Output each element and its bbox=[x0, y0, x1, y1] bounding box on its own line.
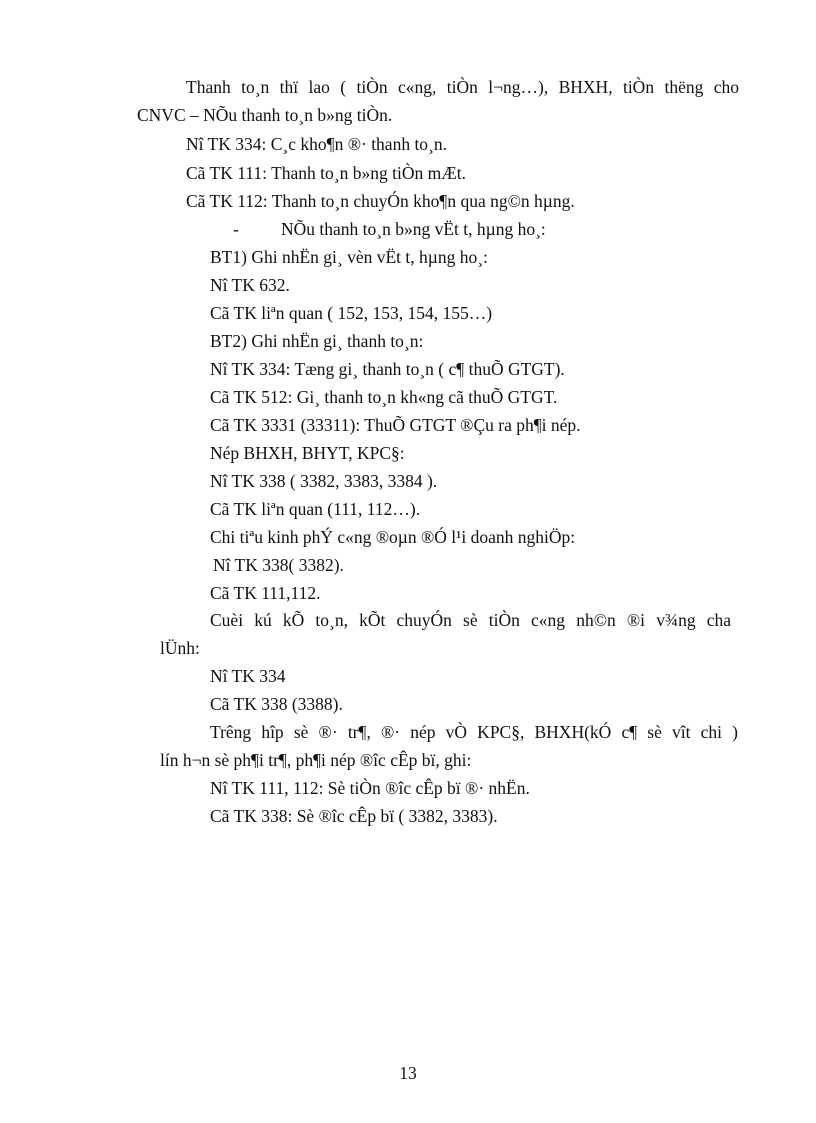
text-line: Nî TK 111, 112: Sè tiÒn ®îc cÊp bï ®· nhËn. bbox=[210, 778, 530, 798]
text-line: Nî TK 334: Tæng gi¸ thanh to¸n ( c¶ thuÕ GTGT). bbox=[210, 359, 565, 379]
text-line: Cã TK 338 (3388). bbox=[210, 694, 343, 714]
text-line: Thanh to¸n thï lao ( tiÒn c«ng, tiÒn l¬ng…), BHXH, tiÒn thëng cho bbox=[186, 77, 739, 97]
text-line: Nî TK 338( 3382). bbox=[213, 555, 344, 575]
text-line: Cuèi kú kÕ to¸n, kÕt chuyÓn sè tiÒn c«ng nh©n ®i v¾ng cha bbox=[210, 610, 731, 630]
text-line: CNVC – NÕu thanh to¸n b»ng tiÒn. bbox=[137, 105, 393, 125]
text-line: Trêng hîp sè ®· tr¶, ®· nép vÒ KPC§, BHXH(kÓ c¶ sè vît chi ) bbox=[210, 722, 738, 742]
text-line: BT2) Ghi nhËn gi¸ thanh to¸n: bbox=[210, 331, 424, 351]
text-line: lín h¬n sè ph¶i tr¶, ph¶i nép ®îc cÊp bï, ghi: bbox=[160, 750, 472, 770]
text-line: Cã TK 3331 (33311): ThuÕ GTGT ®Çu ra ph¶i nép. bbox=[210, 415, 581, 435]
text-line: lÜnh: bbox=[160, 638, 200, 658]
text-line: Cã TK liªn quan ( 152, 153, 154, 155…) bbox=[210, 303, 493, 323]
text-line: Cã TK 338: Sè ®îc cÊp bï ( 3382, 3383). bbox=[210, 806, 498, 826]
page-number: 13 bbox=[399, 1063, 417, 1083]
text-line: Chi tiªu kinh phÝ c«ng ®oµn ®Ó l¹i doanh nghiÖp: bbox=[210, 527, 576, 547]
text-line: Cã TK liªn quan (111, 112…). bbox=[210, 499, 421, 519]
text-line: Nî TK 334: C¸c kho¶n ®· thanh to¸n. bbox=[186, 134, 448, 154]
text-line: Cã TK 111: Thanh to¸n b»ng tiÒn mÆt. bbox=[186, 163, 466, 183]
text-line: Nî TK 338 ( 3382, 3383, 3384 ). bbox=[210, 471, 438, 491]
text-line: NÕu thanh to¸n b»ng vËt t, hµng ho¸: bbox=[281, 219, 546, 239]
text-line: BT1) Ghi nhËn gi¸ vèn vËt t, hµng ho¸: bbox=[210, 247, 488, 267]
text-line: Cã TK 112: Thanh to¸n chuyÓn kho¶n qua ng©n hµng. bbox=[186, 191, 575, 211]
text-line: Nép BHXH, BHYT, KPC§: bbox=[210, 443, 405, 463]
text-line: Cã TK 512: Gi¸ thanh to¸n kh«ng cã thuÕ GTGT. bbox=[210, 387, 558, 407]
text-line: Cã TK 111,112. bbox=[210, 583, 321, 603]
list-dash: - bbox=[233, 219, 239, 239]
text-line: Nî TK 632. bbox=[210, 275, 290, 295]
text-line: Nî TK 334 bbox=[210, 666, 286, 686]
